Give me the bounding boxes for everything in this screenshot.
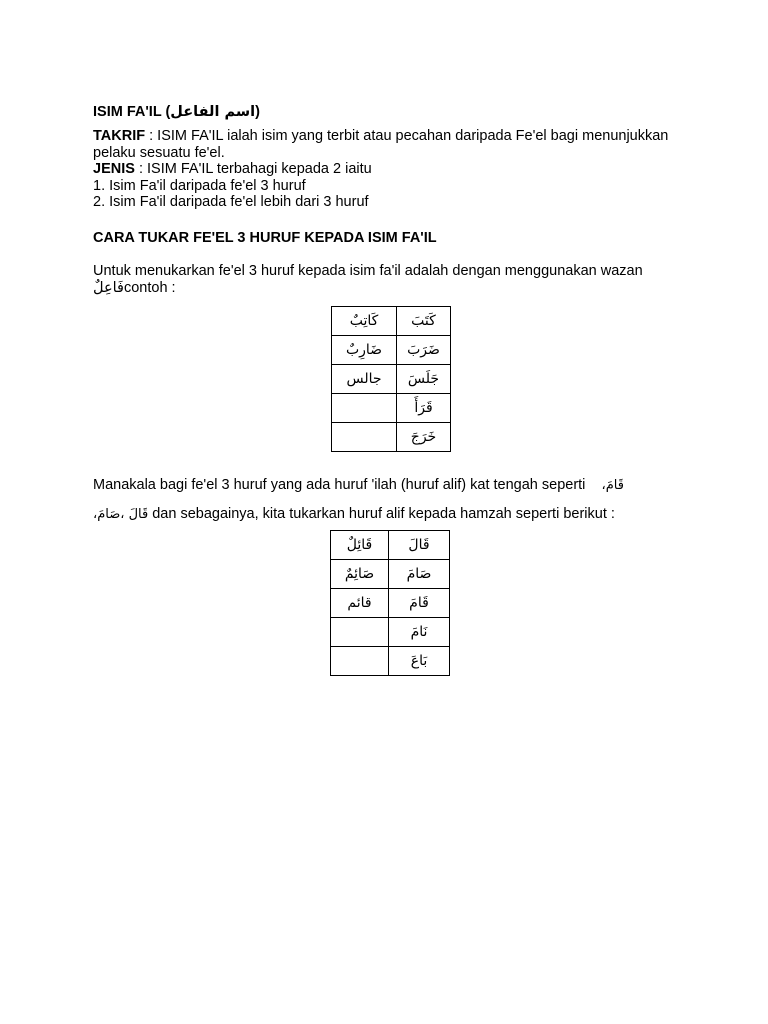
table-cell-feel: جَلَسَ (397, 365, 451, 394)
ilah-text-1: Manakala bagi fe'el 3 huruf yang ada huruf 'ilah (huruf alif) kat tengah seperti (93, 477, 586, 493)
table-row (331, 531, 450, 560)
table-cell-fail (332, 394, 397, 423)
title-arabic: اسم الفاعل (170, 104, 256, 120)
jenis-item-1: 1. Isim Fa'il daripada fe'el 3 huruf (93, 177, 306, 194)
table-cell-fail (331, 618, 389, 647)
ilah-paragraph-line-1 (93, 477, 624, 495)
section-heading: CARA TUKAR FE'EL 3 HURUF KEPADA ISIM FA'IL (93, 230, 437, 246)
ilah-paragraph-line-2 (93, 506, 615, 524)
jenis-paragraph (93, 161, 713, 178)
contoh-label: contoh : (123, 279, 176, 296)
table-cell-feel: كَتَبَ (397, 307, 451, 336)
table-cell-feel: قَرَأَ (397, 394, 451, 423)
table-row (331, 589, 450, 618)
table-cell-fail: قائم (331, 589, 389, 618)
ilah-text-2: dan sebagainya, kita tukarkan huruf alif kepada hamzah seperti berikut : (148, 506, 615, 522)
table-cell-feel: نَامَ (389, 618, 450, 647)
table-cell-fail: قَائِلٌ (331, 531, 389, 560)
table-row (332, 394, 451, 423)
takrif-text: : ISIM FA'IL ialah isim yang terbit atau pecahan daripada Fe'el bagi menunjukkan pelaku sesuatu fe'el. (93, 128, 669, 161)
definition-block (93, 128, 713, 211)
title-close-paren: ) (255, 104, 260, 120)
takrif-label: TAKRIF (93, 128, 146, 144)
table-cell-fail: صَائِمٌ (331, 560, 389, 589)
table-cell-feel: ضَرَبَ (397, 336, 451, 365)
ilah-arabic-1: قَامَ، (601, 478, 624, 493)
table-cell-fail (332, 423, 397, 452)
title-latin: ISIM FA'IL ( (93, 104, 171, 120)
table-row (332, 307, 451, 336)
isim-fail-table-1 (331, 306, 451, 452)
table-row (332, 423, 451, 452)
table-row (332, 336, 451, 365)
jenis-item-2: 2. Isim Fa'il daripada fe'el lebih dari 3 huruf (93, 194, 369, 210)
wazan-paragraph (93, 263, 693, 296)
takrif-paragraph (93, 128, 713, 161)
page-title (93, 104, 260, 121)
table-cell-feel: قَالَ (389, 531, 450, 560)
table-cell-feel: خَرَجَ (397, 423, 451, 452)
table-cell-fail: جالس (332, 365, 397, 394)
ilah-arabic-2: قَالَ ،صَامَ، (93, 507, 149, 522)
wazan-line-2 (93, 280, 693, 297)
jenis-text: : ISIM FA'IL terbahagi kepada 2 iaitu (134, 161, 372, 177)
table-row (332, 365, 451, 394)
table-cell-feel: صَامَ (389, 560, 450, 589)
table-cell-feel: قَامَ (389, 589, 450, 618)
table-row (331, 647, 450, 676)
table-cell-fail: ضَارِبٌ (332, 336, 397, 365)
table-cell-fail (331, 647, 389, 676)
jenis-label: JENIS (93, 161, 135, 177)
wazan-intro-line: Untuk menukarkan fe'el 3 huruf kepada isim fa'il adalah dengan menggunakan wazan (93, 263, 643, 279)
isim-fail-table-2 (330, 530, 450, 676)
table-row (331, 560, 450, 589)
table-row (331, 618, 450, 647)
table-cell-feel: بَاعَ (389, 647, 450, 676)
wazan-arabic: فَاعِلٌ (93, 279, 124, 296)
table-cell-fail: كَاتِبٌ (332, 307, 397, 336)
